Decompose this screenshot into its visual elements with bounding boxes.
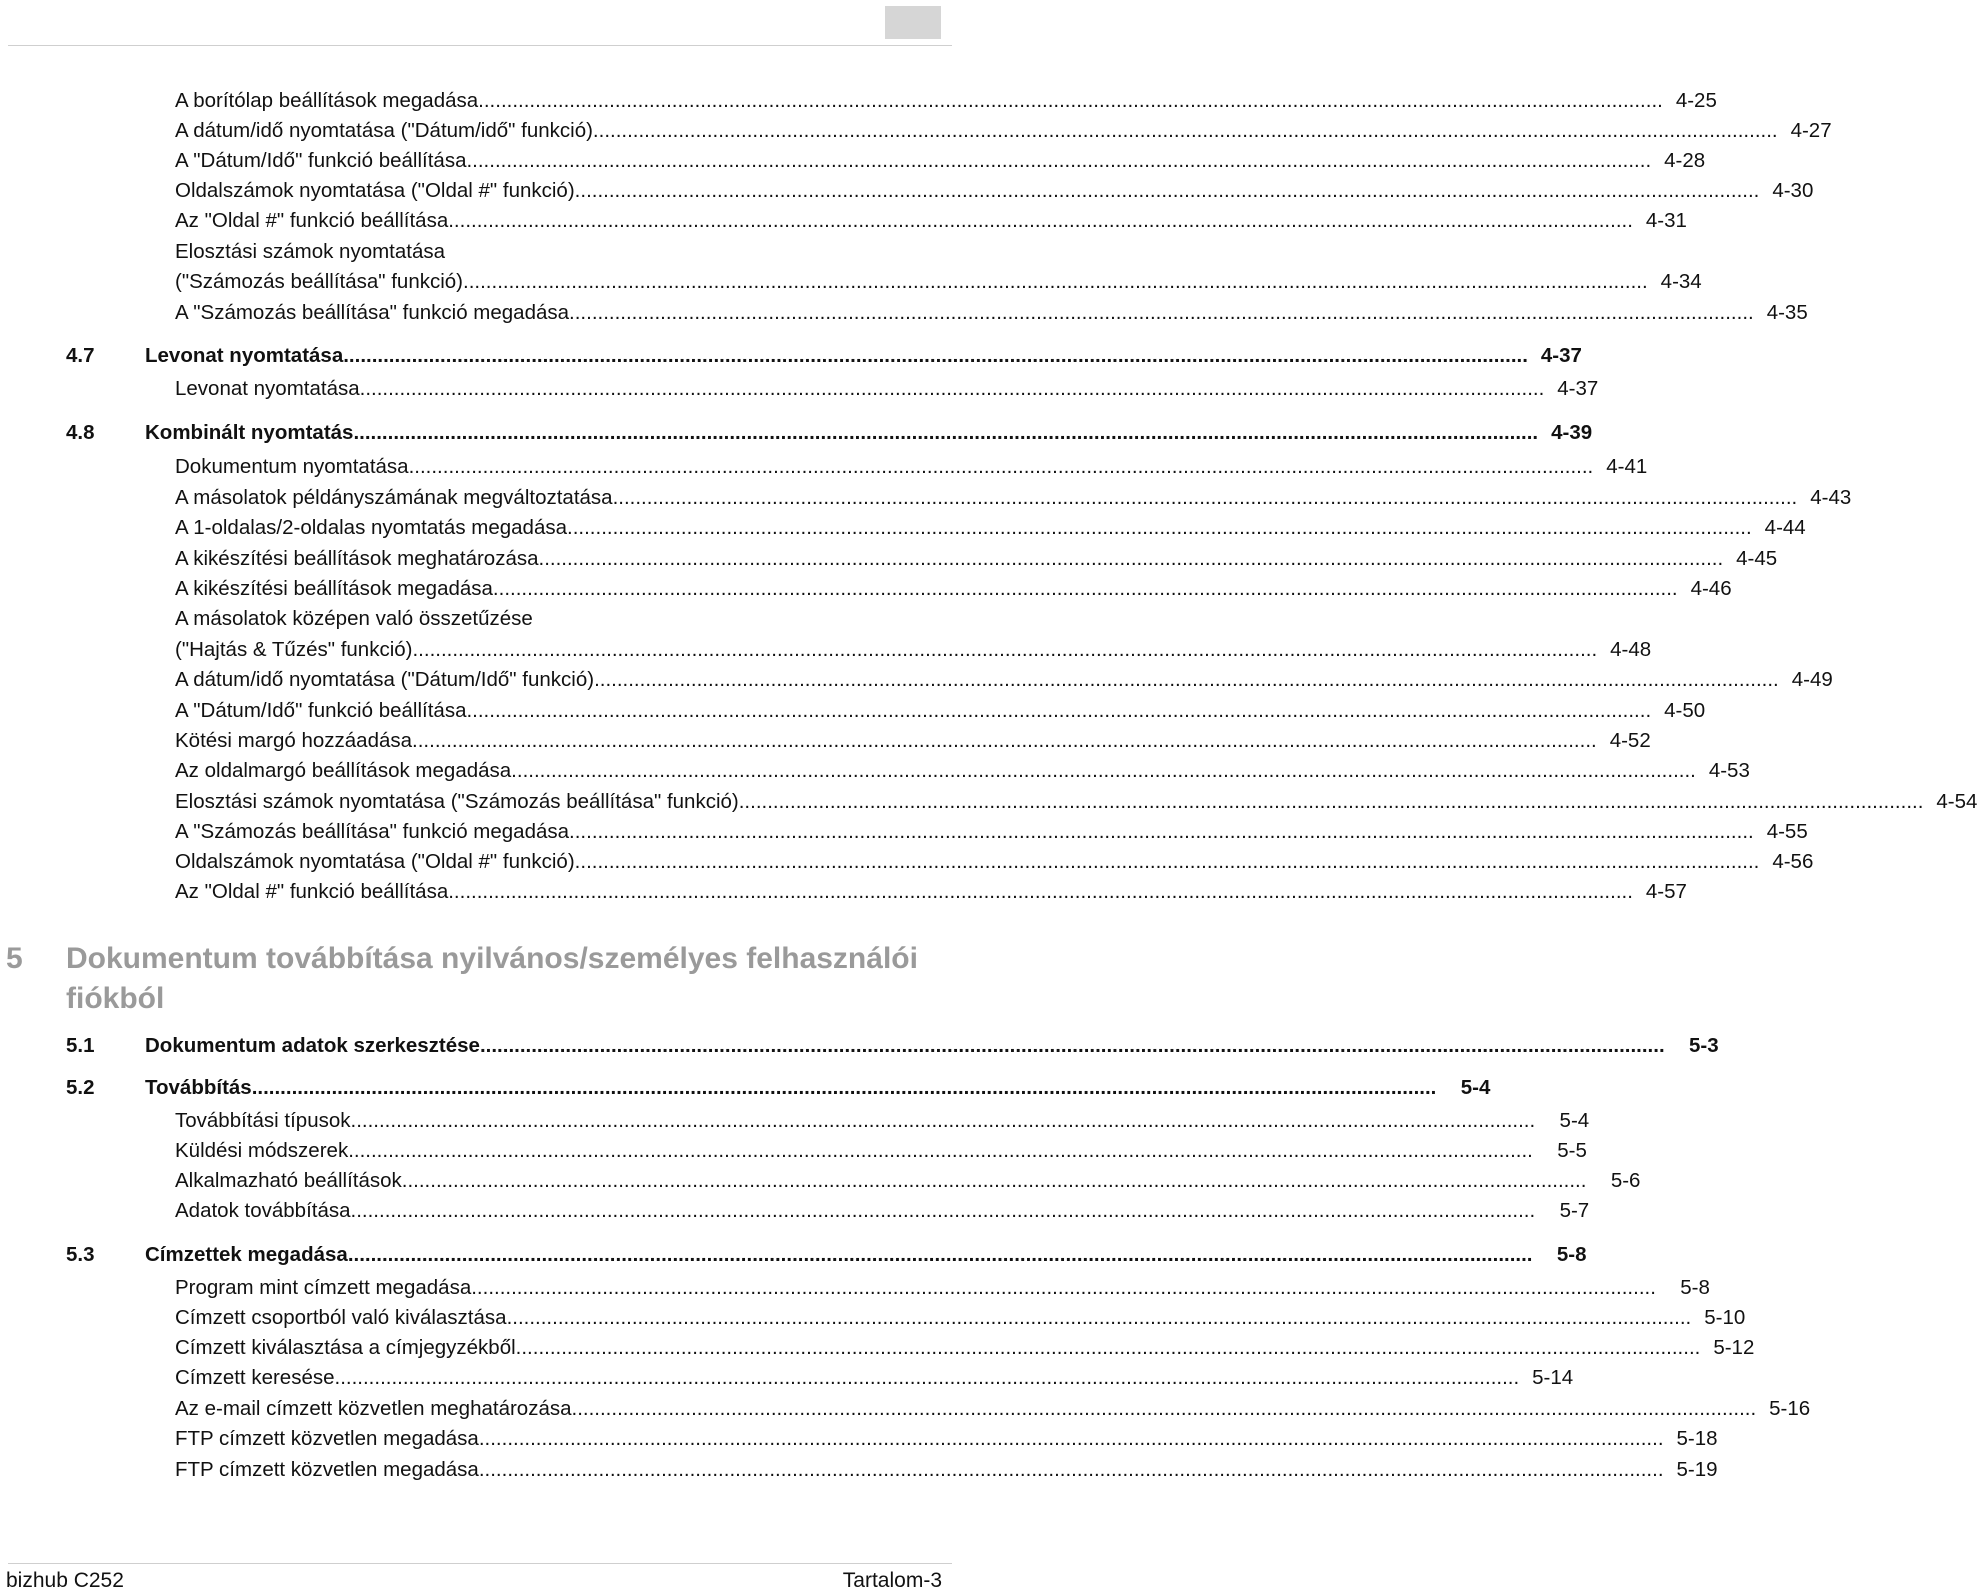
toc-entry-page: 5-4 — [1559, 1109, 1590, 1132]
toc-entry-page: 4-27 — [1790, 119, 1832, 142]
toc-entry-page: 4-28 — [1664, 149, 1706, 172]
toc-entry-page: 4-37 — [1557, 377, 1599, 400]
toc-entry-text: Oldalszámok nyomtatása ("Oldal #" funkció) — [175, 850, 575, 873]
toc-entry-page: 4-45 — [1736, 547, 1778, 570]
toc-entry-text: FTP címzett közvetlen megadása — [175, 1458, 479, 1481]
toc-entry-text: FTP címzett közvetlen megadása — [175, 1427, 479, 1450]
toc-entry[interactable] — [175, 206, 1687, 236]
toc-section[interactable] — [66, 418, 1593, 448]
section-number: 5.3 — [66, 1243, 95, 1266]
toc-entry-text: ("Hajtás & Tűzés" funkció) — [175, 638, 413, 661]
toc-entry-page: 5-18 — [1676, 1427, 1718, 1450]
toc-entry-page: 4-57 — [1645, 880, 1687, 903]
toc-entry-text: A "Számozás beállítása" funkció megadása — [175, 820, 570, 843]
toc-entry-text: Az "Oldal #" funkció beállítása — [175, 880, 449, 903]
toc-entry-page: 5-7 — [1559, 1199, 1590, 1222]
toc-entry-text: A "Számozás beállítása" funkció megadása — [175, 301, 570, 324]
section-number: 5.1 — [66, 1034, 95, 1057]
toc-entry-text: A "Dátum/Idő" funkció beállítása — [175, 149, 467, 172]
toc-entry-page: 4-56 — [1772, 850, 1814, 873]
toc-entry-text: Az oldalmargó beállítások megadása — [175, 759, 512, 782]
section-page: 4-39 — [1551, 421, 1593, 444]
section-page: 5-3 — [1689, 1034, 1719, 1057]
toc-entry[interactable] — [175, 544, 1778, 574]
toc-entry-page: 5-8 — [1680, 1276, 1710, 1299]
toc-entry[interactable] — [175, 267, 1702, 297]
toc-entry-page: 4-30 — [1772, 179, 1814, 202]
toc-entry-text: Elosztási számok nyomtatása ("Számozás beállítása" funkció) — [175, 790, 739, 813]
section-title: Kombinált nyomtatás — [145, 421, 354, 444]
toc-entry[interactable] — [175, 1136, 1587, 1166]
section-number: 4.8 — [66, 421, 95, 444]
toc-entry-page: 4-25 — [1675, 89, 1717, 112]
toc-entry[interactable] — [175, 1303, 1746, 1333]
section-page: 5-4 — [1460, 1076, 1491, 1099]
toc-entry[interactable] — [175, 787, 1977, 817]
toc-entry-text-line1: Elosztási számok nyomtatása — [175, 240, 446, 263]
toc-entry[interactable] — [175, 1196, 1590, 1226]
toc-entry-text: Levonat nyomtatása — [175, 377, 360, 400]
toc-entry[interactable] — [175, 1455, 1718, 1485]
toc-entry-page: 5-14 — [1532, 1366, 1574, 1389]
toc-section[interactable] — [66, 1073, 1491, 1103]
section-number: 4.7 — [66, 344, 95, 367]
toc-entry-page: 4-49 — [1791, 668, 1833, 691]
toc-entry-text: A kikészítési beállítások megadása — [175, 577, 493, 600]
toc-entry[interactable] — [175, 1106, 1590, 1136]
toc-entry[interactable] — [175, 116, 1832, 146]
toc-entry-text-line1: A másolatok középen való összetűzése — [175, 607, 533, 630]
toc-section[interactable] — [66, 341, 1582, 371]
toc-entry-page: 4-48 — [1610, 638, 1652, 661]
toc-entry-text: Küldési módszerek — [175, 1139, 349, 1162]
toc-entry-page: 4-52 — [1609, 729, 1651, 752]
toc-entry-text: Program mint címzett megadása — [175, 1276, 472, 1299]
toc-entry-page: 5-6 — [1610, 1169, 1641, 1192]
toc-entry-text: Dokumentum nyomtatása — [175, 455, 409, 478]
toc-entry-text: Oldalszámok nyomtatása ("Oldal #" funkció) — [175, 179, 575, 202]
toc-entry[interactable] — [175, 483, 1852, 513]
toc-entry[interactable] — [175, 756, 1750, 786]
section-title: Dokumentum adatok szerkesztése — [145, 1034, 480, 1057]
toc-entry-text: A borítólap beállítások megadása — [175, 89, 479, 112]
toc-entry-page: 5-10 — [1704, 1306, 1746, 1329]
toc-entry[interactable] — [175, 1363, 1574, 1393]
toc-entry-page: 5-12 — [1713, 1336, 1755, 1359]
toc-entry[interactable] — [175, 726, 1651, 756]
toc-entry[interactable] — [175, 298, 1808, 328]
toc-entry[interactable] — [175, 513, 1806, 543]
toc-entry[interactable] — [175, 374, 1599, 404]
toc-entry-text: Adatok továbbítása — [175, 1199, 351, 1222]
chapter-number: 5 — [6, 942, 23, 975]
toc-entry-page: 4-34 — [1660, 270, 1702, 293]
section-title: Címzettek megadása — [145, 1243, 348, 1266]
toc-entry-page: 4-53 — [1708, 759, 1750, 782]
section-number: 5.2 — [66, 1076, 95, 1099]
toc-entry[interactable] — [175, 696, 1706, 726]
toc-entry[interactable] — [175, 665, 1833, 695]
toc-entry-text: A "Dátum/Idő" funkció beállítása — [175, 699, 467, 722]
toc-entry-page: 4-41 — [1606, 455, 1648, 478]
toc-entry-text: Címzett kiválasztása a címjegyzékből — [175, 1336, 516, 1359]
toc-entry[interactable] — [175, 817, 1808, 847]
toc-entry-page: 4-54 — [1936, 790, 1977, 813]
footer-page-number: Tartalom-3 — [842, 1569, 942, 1592]
toc-entry-page: 5-16 — [1769, 1397, 1811, 1420]
toc-entry[interactable] — [175, 847, 1814, 877]
section-title: Levonat nyomtatása — [145, 344, 344, 367]
toc-entry-page: 4-46 — [1690, 577, 1732, 600]
toc-entry-text: A kikészítési beállítások meghatározása — [175, 547, 539, 570]
corner-tab — [885, 6, 941, 39]
toc-entry-text: Címzett keresése — [175, 1366, 335, 1389]
toc-entry-text: Alkalmazható beállítások — [175, 1169, 402, 1192]
toc-entry[interactable] — [175, 635, 1652, 665]
toc-section[interactable] — [66, 1031, 1719, 1061]
chapter-title: Dokumentum továbbítása nyilvános/személyes felhasználói fiókból — [66, 942, 918, 1015]
toc-entry-text: ("Számozás beállítása" funkció) — [175, 270, 464, 293]
toc-entry-text: A 1-oldalas/2-oldalas nyomtatás megadása — [175, 516, 568, 539]
toc-entry-page: 4-55 — [1766, 820, 1808, 843]
toc-entry-text: A dátum/idő nyomtatása ("Dátum/Idő" funkció) — [175, 668, 595, 691]
toc-entry-text: Kötési margó hozzáadása — [175, 729, 413, 752]
toc-entry-text: A másolatok példányszámának megváltoztatása — [175, 486, 613, 509]
toc-entry[interactable] — [175, 574, 1732, 604]
toc-entry[interactable] — [175, 452, 1648, 482]
toc-entry[interactable] — [175, 877, 1687, 907]
toc-entry[interactable] — [175, 176, 1814, 206]
toc-entry[interactable] — [175, 1424, 1718, 1454]
toc-entry-page: 5-5 — [1557, 1139, 1587, 1162]
toc-entry-page: 4-44 — [1764, 516, 1806, 539]
toc-entry[interactable] — [175, 1333, 1755, 1363]
toc-entry-page: 4-50 — [1664, 699, 1706, 722]
toc-entry[interactable] — [175, 86, 1717, 116]
toc-entry[interactable] — [175, 146, 1706, 176]
toc-entry-text: A dátum/idő nyomtatása ("Dátum/idő" funkció) — [175, 119, 593, 142]
top-rule — [8, 45, 952, 46]
toc-entry-page: 4-43 — [1810, 486, 1852, 509]
toc-entry-page: 4-31 — [1645, 209, 1687, 232]
section-title: Továbbítás — [145, 1076, 252, 1099]
section-page: 4-37 — [1540, 344, 1582, 367]
toc-entry[interactable] — [175, 1394, 1811, 1424]
toc-entry-page: 5-19 — [1676, 1458, 1718, 1481]
toc-entry-text: Az e-mail címzett közvetlen meghatározása — [175, 1397, 572, 1420]
toc-entry-text: Az "Oldal #" funkció beállítása — [175, 209, 449, 232]
toc-section[interactable] — [66, 1240, 1587, 1270]
toc-entry[interactable] — [175, 1273, 1710, 1303]
toc-entry-text: Továbbítási típusok — [175, 1109, 351, 1132]
section-page: 5-8 — [1556, 1243, 1587, 1266]
toc-entry-text: Címzett csoportból való kiválasztása — [175, 1306, 507, 1329]
toc-entry[interactable] — [175, 1166, 1641, 1196]
toc-entry-page: 4-35 — [1766, 301, 1808, 324]
footer-product-name: bizhub C252 — [6, 1569, 124, 1592]
bottom-rule — [8, 1563, 952, 1564]
